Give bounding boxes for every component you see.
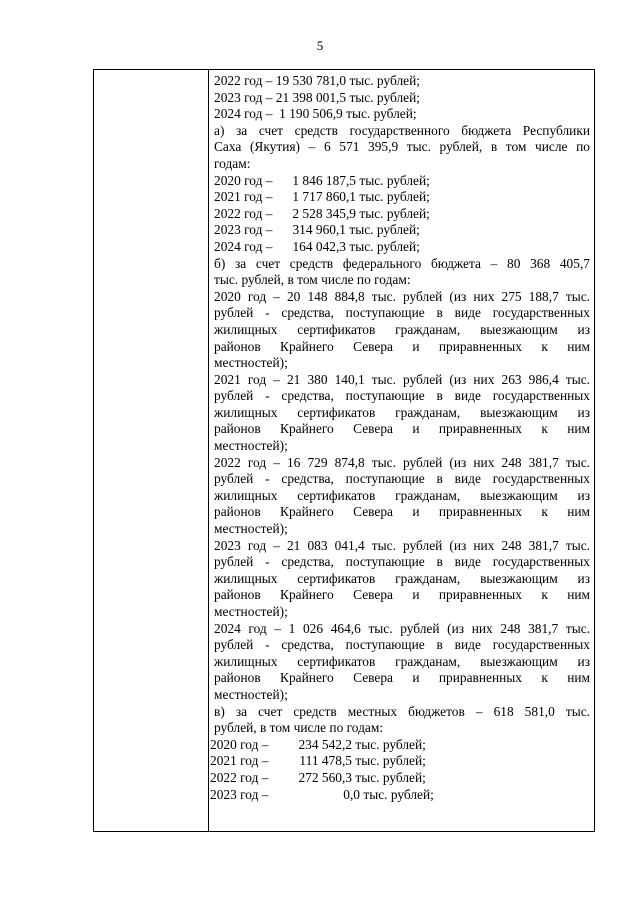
text-line: местностей); <box>214 521 288 537</box>
unit-label: тыс. рублей; <box>363 786 434 802</box>
unit-label: тыс. рублей; <box>349 222 420 238</box>
regional-year-row <box>214 206 590 223</box>
text-line: жилищных сертификатов гражданам, выезжающим из <box>214 404 590 420</box>
text-line: местностей); <box>214 355 288 371</box>
text-line: а) за счет средств государственного бюджета Республики <box>214 122 590 138</box>
year-label: 2022 год – <box>210 769 269 785</box>
text-line: в) за счет средств местных бюджетов – 618 581,0 тыс. <box>214 703 590 719</box>
unit-label: тыс. рублей; <box>355 769 426 785</box>
text-line: 2020 год – 20 148 884,8 тыс. рублей (из них 275 188,7 тыс. <box>214 288 590 304</box>
local-year-row <box>210 770 590 787</box>
text-line: районов Крайнего Севера и приравненных к ним <box>214 338 590 354</box>
year-label: 2021 год – <box>214 189 273 205</box>
federal-year-entry <box>214 538 590 621</box>
year-label: 2022 год – <box>214 205 273 221</box>
text-line: рублей - средства, поступающие в виде государственных <box>214 305 590 321</box>
unit-label: тыс. рублей; <box>359 172 430 188</box>
column-divider <box>208 70 209 831</box>
text-line: 2023 год – 21 083 041,4 тыс. рублей (из них 248 381,7 тыс. <box>214 537 590 553</box>
text-line: 2023 год – 21 398 001,5 тыс. рублей; <box>214 89 420 105</box>
year-label: 2023 год – <box>214 222 273 238</box>
text-line: жилищных сертификатов гражданам, выезжающим из <box>214 570 590 586</box>
amount-value: 1 846 187,5 <box>292 172 356 188</box>
regional-year-row <box>214 173 590 190</box>
amount-value: 1 717 860,1 <box>292 189 356 205</box>
text-line: 2022 год – 16 729 874,8 тыс. рублей (из них 248 381,7 тыс. <box>214 454 590 470</box>
unit-label: тыс. рублей; <box>349 238 420 254</box>
text-line: районов Крайнего Севера и приравненных к ним <box>214 504 590 520</box>
unit-label: тыс. рублей; <box>355 736 426 752</box>
federal-year-entry <box>214 621 590 704</box>
text-line: 2024 год – 1 190 506,9 тыс. рублей; <box>214 106 417 122</box>
text-line: 2022 год – 19 530 781,0 тыс. рублей; <box>214 73 420 88</box>
financing-text <box>210 73 590 803</box>
text-line: рублей - средства, поступающие в виде государственных <box>214 637 590 653</box>
year-label: 2021 год – <box>210 753 269 769</box>
text-line: рублей - средства, поступающие в виде государственных <box>214 388 590 404</box>
text-line: рублей - средства, поступающие в виде государственных <box>214 471 590 487</box>
amount-value: 314 960,1 <box>292 222 346 238</box>
text-line: местностей); <box>214 438 288 454</box>
unit-label: тыс. рублей; <box>355 753 426 769</box>
local-year-row <box>210 753 590 770</box>
text-line: жилищных сертификатов гражданам, выезжающим из <box>214 321 590 337</box>
text-line: местностей); <box>214 686 288 702</box>
text-line: годам: <box>214 155 251 171</box>
local-year-row <box>210 787 590 804</box>
text-line: жилищных сертификатов гражданам, выезжающим из <box>214 487 590 503</box>
text-line: 2024 год – 1 026 464,6 тыс. рублей (из них 248 381,7 тыс. <box>214 620 590 636</box>
federal-year-entry <box>214 289 590 372</box>
year-label: 2020 год – <box>214 172 273 188</box>
text-line: районов Крайнего Севера и приравненных к ним <box>214 421 590 437</box>
unit-label: тыс. рублей; <box>359 205 430 221</box>
text-line: жилищных сертификатов гражданам, выезжающим из <box>214 653 590 669</box>
regional-year-row <box>214 222 590 239</box>
year-label: 2024 год – <box>214 238 273 254</box>
text-line: б) за счет средств федерального бюджета – 80 368 405,7 <box>214 255 590 271</box>
amount-value: 234 542,2 <box>298 736 352 752</box>
text-line: местностей); <box>214 604 288 619</box>
financing-table <box>93 69 595 832</box>
text-line: 2021 год – 21 380 140,1 тыс. рублей (из них 263 986,4 тыс. <box>214 371 590 387</box>
page-number: 5 <box>316 38 324 53</box>
federal-year-entry <box>214 455 590 538</box>
unit-label: тыс. рублей; <box>359 189 430 205</box>
text-line: районов Крайнего Севера и приравненных к ним <box>214 587 590 603</box>
text-line: рублей, в том числе по годам: <box>214 720 384 736</box>
amount-value: 2 528 345,9 <box>292 205 356 221</box>
local-year-row <box>210 737 590 754</box>
amount-value: 0,0 <box>343 786 360 802</box>
text-line: рублей - средства, поступающие в виде государственных <box>214 554 590 570</box>
amount-value: 164 042,3 <box>292 238 346 254</box>
regional-year-row <box>214 189 590 206</box>
year-label: 2020 год – <box>210 736 269 752</box>
text-line: Саха (Якутия) – 6 571 395,9 тыс. рублей, в том числе по <box>214 139 590 155</box>
year-label: 2023 год – <box>210 786 269 802</box>
federal-year-entry <box>214 372 590 455</box>
text-line: тыс. рублей, в том числе по годам: <box>214 272 411 288</box>
regional-year-row <box>214 239 590 256</box>
amount-value: 111 478,5 <box>299 753 352 769</box>
text-line: районов Крайнего Севера и приравненных к ним <box>214 670 590 686</box>
amount-value: 272 560,3 <box>298 769 352 785</box>
